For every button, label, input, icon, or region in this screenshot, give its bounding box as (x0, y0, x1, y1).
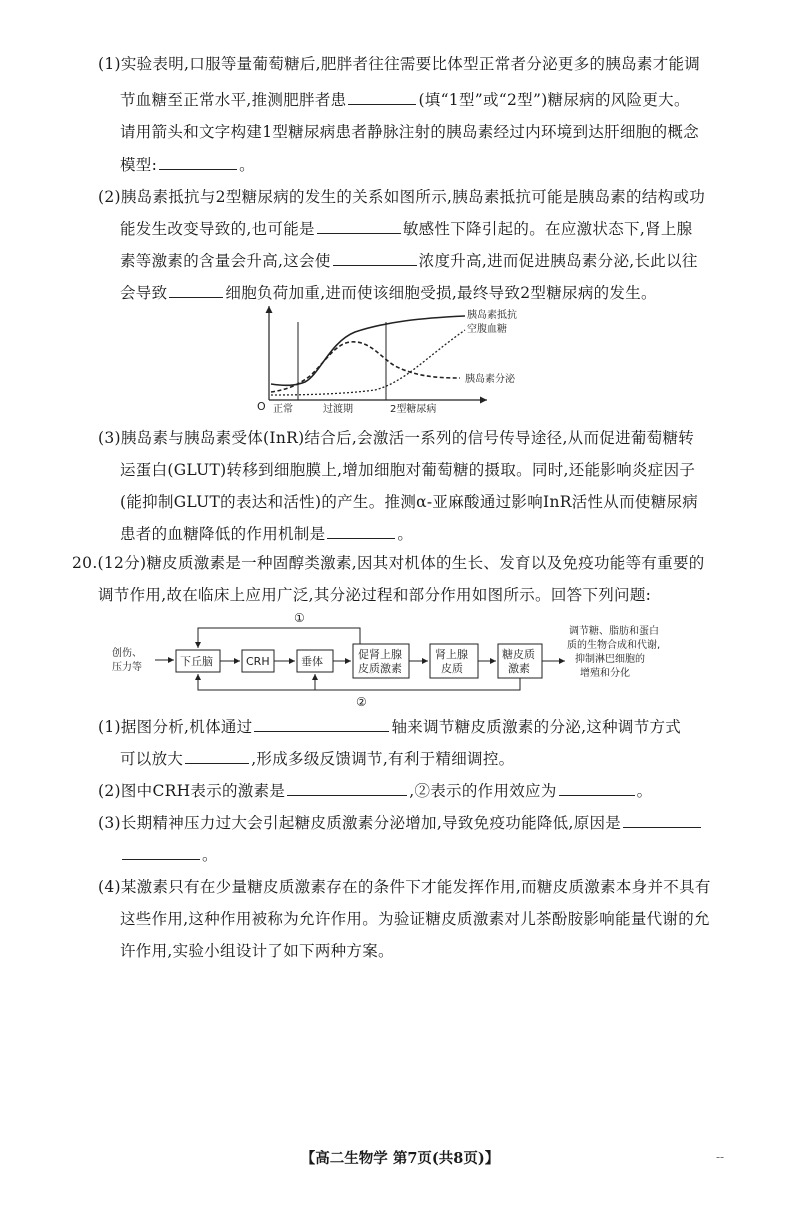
origin-label: O (257, 400, 266, 413)
glucocorticoid-label: 激素 (508, 662, 530, 675)
q19-p2-line2 (120, 217, 692, 239)
q20-p4-line3: 许作用,实验小组设计了如下两种方案。 (120, 942, 394, 960)
hypothalamus-label: 下丘脑 (180, 655, 213, 668)
legend-resistance: 胰岛素抵抗 (467, 310, 517, 321)
text-span: 模型: (120, 156, 158, 174)
q19-p3-line2: 运蛋白(GLUT)转移到细胞膜上,增加细胞对葡萄糖的摄取。同时,还能影响炎症因子 (120, 461, 696, 479)
answer-blank[interactable] (122, 845, 200, 860)
q19-p1-line1: (1)实验表明,口服等量葡萄糖后,肥胖者往往需要比体型正常者分泌更多的胰岛素才能调 (98, 55, 701, 73)
adrenal-cortex-label: 皮质 (441, 662, 463, 675)
answer-blank[interactable] (169, 283, 223, 298)
answer-blank[interactable] (185, 749, 249, 764)
answer-blank[interactable] (559, 781, 635, 796)
x-label-normal: 正常 (273, 404, 293, 415)
acth-label: 促肾上腺 (358, 648, 402, 661)
answer-blank[interactable] (287, 781, 407, 796)
text-span: 能发生改变导致的,也可能是 (120, 220, 315, 238)
text-span: 。 (397, 525, 414, 543)
q19-p2-line3 (120, 249, 698, 271)
stimulus-label: 创伤、 (112, 648, 142, 659)
answer-blank[interactable] (348, 90, 416, 105)
q20-stem-line2: 调节作用,故在临床上应用广泛,其分泌过程和部分作用如图所示。回答下列问题: (98, 586, 652, 604)
legend-secretion: 胰岛素分泌 (465, 374, 515, 385)
text-span: 。 (202, 846, 218, 864)
acth-label: 皮质激素 (358, 662, 402, 675)
text-span: (3)长期精神压力过大会引起糖皮质激素分泌增加,导致免疫功能降低,原因是 (98, 814, 622, 832)
crh-label: CRH (246, 655, 270, 668)
q20-p4-line1: (4)某激素只有在少量糖皮质激素存在的条件下才能发挥作用,而糖皮质激素本身并不具有 (98, 878, 711, 896)
effect-label: 调节糖、脂肪和蛋白 (569, 626, 659, 637)
q19-p3-line3: (能抑制GLUT的表达和活性)的产生。推测α-亚麻酸通过影响InR活性从而使糖尿病 (120, 493, 699, 511)
text-span: 可以放大 (120, 750, 184, 768)
hpa-axis-diagram (110, 608, 700, 710)
text-span: (1)据图分析,机体通过 (98, 718, 253, 736)
answer-blank[interactable] (327, 524, 395, 539)
stimulus-label: 压力等 (112, 662, 142, 673)
fasting-glucose-curve (271, 330, 465, 395)
text-span: 轴来调节糖皮质激素的分泌,这种调节方式 (391, 718, 682, 736)
q19-p3-line4 (120, 522, 413, 544)
text-span: 浓度升高,进而促进胰岛素分泌,长此以往 (418, 252, 698, 270)
answer-blank[interactable] (333, 251, 417, 266)
x-label-transition: 过渡期 (323, 404, 353, 415)
effect-label: 质的生物合成和代谢, (567, 640, 661, 651)
q20-stem-line1: 20.(12分)糖皮质激素是一种固醇类激素,因其对机体的生长、发育以及免疫功能等有重要的 (72, 554, 705, 572)
page-footer: 【高二生物学 第7页(共8页)】 (300, 1150, 500, 1167)
answer-blank[interactable] (317, 219, 401, 234)
text-span: 敏感性下降引起的。在应激状态下,肾上腺 (402, 220, 693, 238)
text-span: 素等激素的含量会升高,这会使 (120, 252, 331, 270)
q20-p1-line2 (120, 747, 514, 769)
q19-p2-line1: (2)胰岛素抵抗与2型糖尿病的发生的关系如图所示,胰岛素抵抗可能是胰岛素的结构或功 (98, 188, 706, 206)
q19-p3-line1: (3)胰岛素与胰岛素受体(InR)结合后,会激活一系列的信号传导途径,从而促进葡萄糖转 (98, 429, 695, 447)
q19-p1-line4 (120, 153, 255, 175)
answer-blank[interactable] (623, 813, 701, 828)
q19-p2-line4 (120, 281, 657, 303)
answer-blank[interactable] (254, 717, 389, 732)
q20-p1-line1 (98, 715, 681, 737)
corner-mark: -- (716, 1150, 725, 1164)
marker-2: ② (356, 695, 367, 709)
diabetes-graph (255, 302, 555, 422)
q20-p2-line1 (98, 779, 652, 801)
text-span: 节血糖至正常水平,推测肥胖者患 (120, 91, 347, 109)
q20-p3-line1 (98, 811, 703, 833)
legend-glucose: 空腹血糖 (467, 324, 507, 335)
q19-p1-line3: 请用箭头和文字构建1型糖尿病患者静脉注射的胰岛素经过内环境到达肝细胞的概念 (120, 123, 699, 141)
pituitary-label: 垂体 (301, 655, 323, 668)
text-span: (填“1型”或“2型”)糖尿病的风险更大。 (418, 91, 690, 109)
q19-p1-line2 (120, 88, 690, 110)
marker-1: ① (294, 611, 305, 625)
text-span: (2)图中CRH表示的激素是 (98, 782, 286, 800)
glucocorticoid-label: 糖皮质 (502, 648, 535, 661)
text-span: 细胞负荷加重,进而使该细胞受损,最终导致2型糖尿病的发生。 (225, 284, 657, 302)
text-span: ,②表示的作用效应为 (409, 782, 557, 800)
effect-label: 增殖和分化 (580, 668, 630, 679)
effect-label: 抑制淋巴细胞的 (575, 654, 645, 665)
text-span: 。 (239, 156, 255, 174)
feedback-loop-1 (198, 628, 360, 648)
text-span: 会导致 (120, 284, 168, 302)
q20-p4-line2: 这些作用,这种作用被称为允许作用。为验证糖皮质激素对儿茶酚胺影响能量代谢的允 (120, 910, 710, 928)
text-span: ,形成多级反馈调节,有利于精细调控。 (251, 750, 515, 768)
answer-blank[interactable] (159, 155, 237, 170)
adrenal-cortex-label: 肾上腺 (435, 648, 468, 661)
text-span: 。 (636, 782, 653, 800)
text-span: 患者的血糖降低的作用机制是 (120, 525, 326, 543)
insulin-resistance-curve (271, 316, 465, 385)
q20-p3-line2 (120, 843, 218, 865)
x-label-type2: 2型糖尿病 (390, 404, 437, 415)
